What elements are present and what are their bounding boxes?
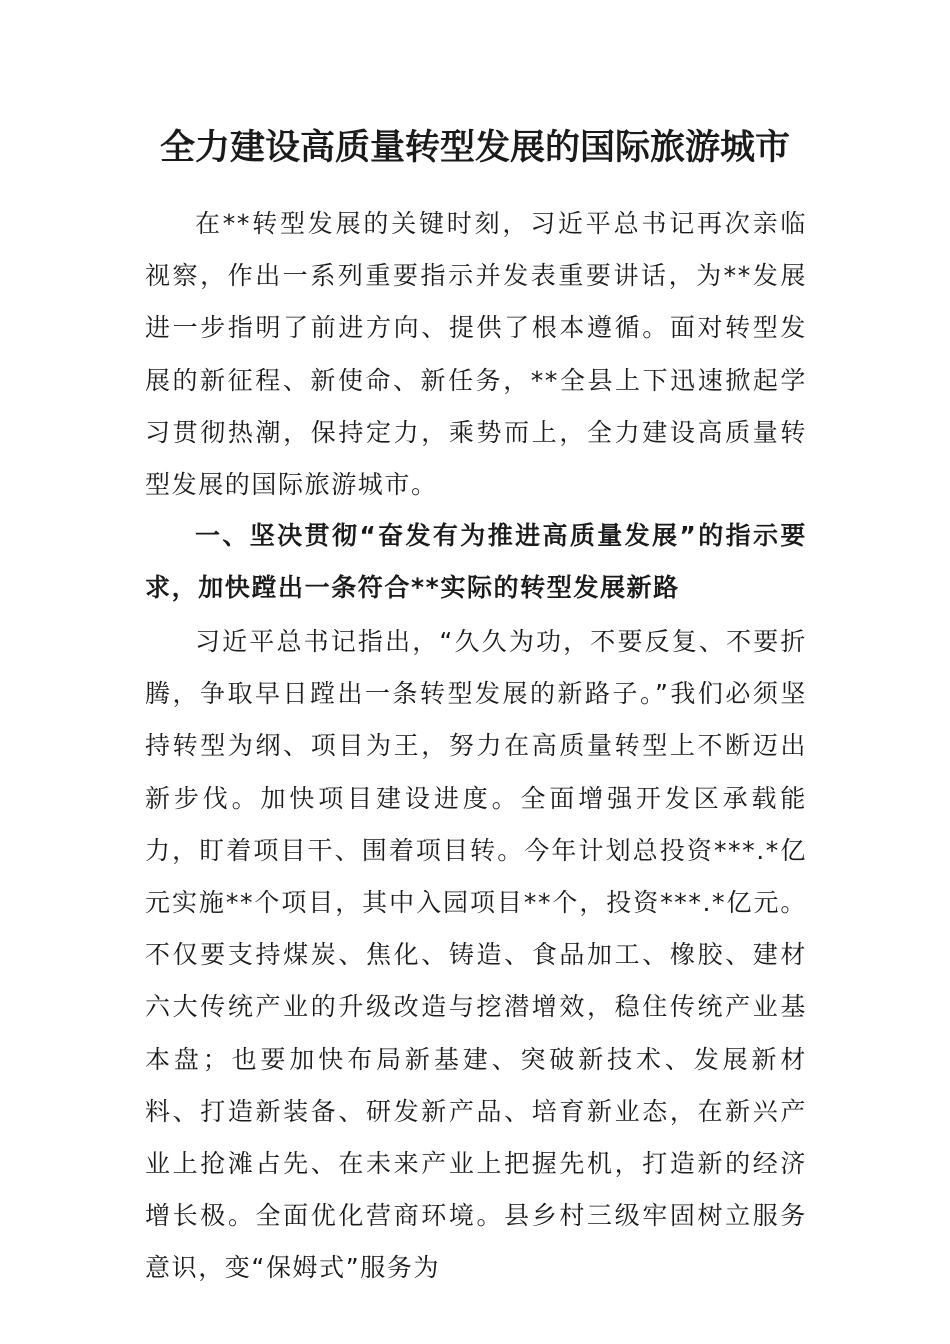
document-title: 全力建设高质量转型发展的国际旅游城市 bbox=[159, 127, 790, 168]
body-paragraph: 在**转型发展的关键时刻，习近平总书记再次亲临视察，作出一系列重要指示并发表重要讲话，为**发展进一步指明了前进方向、提供了根本遵循。面对转型发展的新征程、新使命、新任务，**全县上下迅速掀起学习贯彻热潮，保持定力，乘势而上，全力建设高质量转型发展的国际旅游城市。 bbox=[145, 209, 807, 500]
body-paragraph: 习近平总书记指出，“久久为功，不要反复、不要折腾，争取早日蹚出一条转型发展的新路子。”我们必须坚持转型为纲、项目为王，努力在高质量转型上不断迈出新步伐。加快项目建设进度。全面增强开发区承载能力，盯着项目干、围着项目转。今年计划总投资***.*亿元实施**个项目，其中入园项目**个，投资***.*亿元。不仅要支持煤炭、焦化、铸造、食品加工、橡胶、建材六大传统产业的升级改造与挖潜增效，稳住传统产业基本盘；也要加快布局新基建、突破新技术、发展新材料、打造新装备、研发新产品、培育新业态，在新兴产业上抢滩占先、在未来产业上把握先机，打造新的经济增长极。全面优化营商环境。县乡村三级牢固树立服务意识，变“保姆式”服务为 bbox=[145, 627, 807, 1283]
section-heading: 一、坚决贯彻“奋发有为推进高质量发展”的指示要求，加快蹚出一条符合**实际的转型发展新路 bbox=[145, 521, 807, 603]
